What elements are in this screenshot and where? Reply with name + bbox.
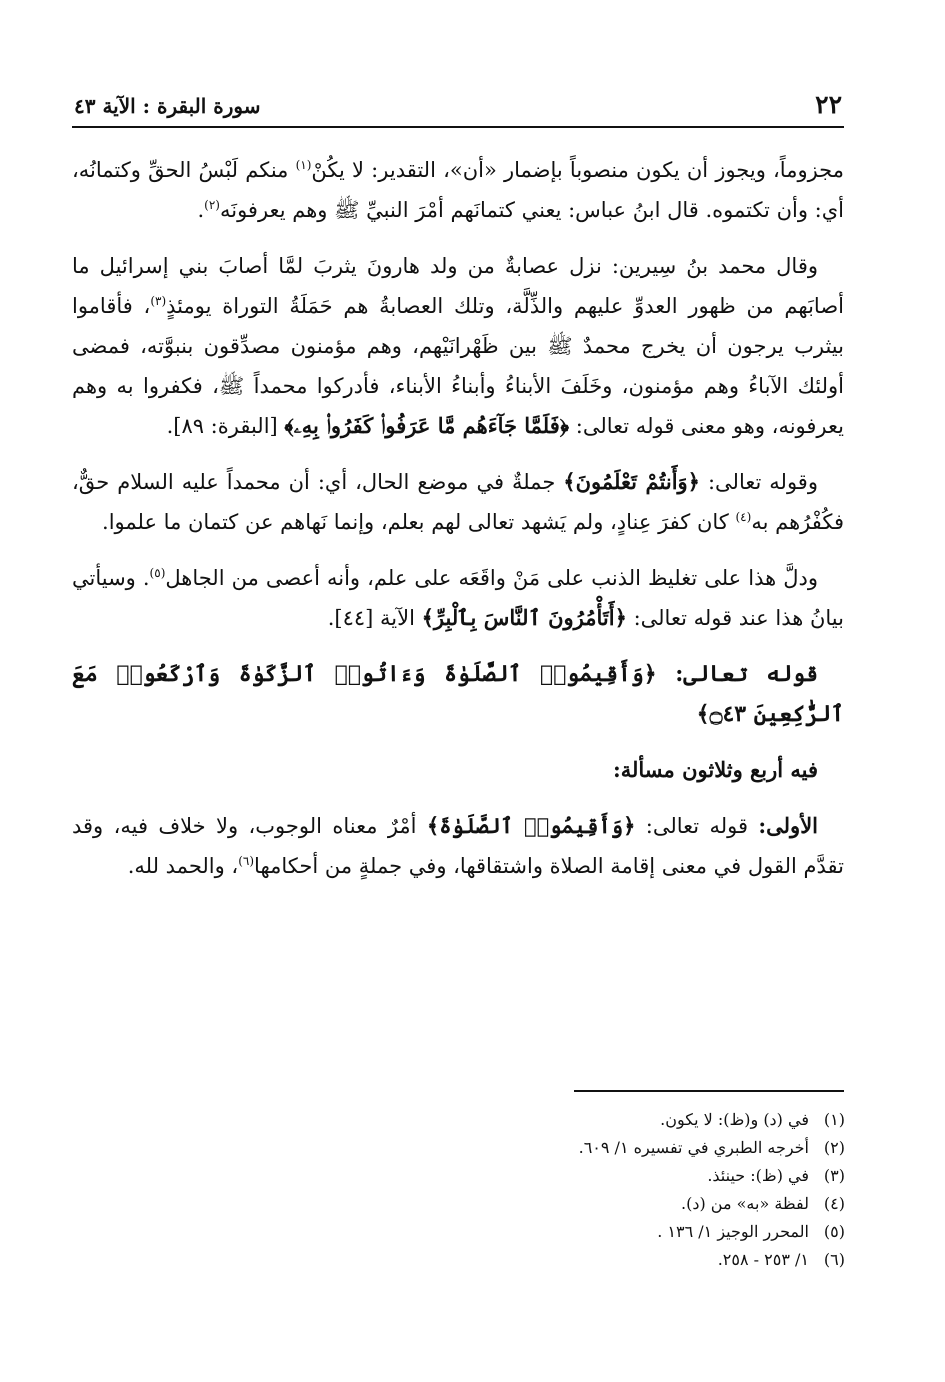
footnote-number: (٦) bbox=[823, 1250, 845, 1269]
p5-text-1: قوله تعالى: bbox=[635, 814, 759, 838]
p4-text-1: ودلَّ هذا على تغليظ الذنب على مَنْ واقَعَه على علم، وأنه أعصى من الجاهل bbox=[165, 566, 818, 590]
footnote-number: (٥) bbox=[823, 1222, 845, 1241]
p2-text-2: ، فأقاموا بيثرب يرجون أن يخرج محمدٌ ﷺ بين ظَهْرانَيْهم، وهم مؤمنون مصدِّقون بنبوَّته، فمضى أولئك الآباءُ وهم مؤمنون، وخَلَفَ الأبناءُ وأبناءُ الأبناء، فأدركوا محمداً ﷺ، فكفروا به وهم يعرفونه، وهو معنى قوله تعالى: bbox=[72, 294, 844, 438]
footnote-ref-4: (٤) bbox=[735, 510, 752, 524]
p5-text-2: أمْرٌ معناه الوجوب، ولا خلاف فيه، وقد تقدَّم القول في معنى إقامة الصلاة واشتقاقها، وفي جملةٍ من أحكامها bbox=[72, 814, 844, 878]
p1-text-1: مجزوماً، ويجوز أن يكون منصوباً بإضمار «أن»، التقدير: لا يكُنْ bbox=[311, 158, 844, 182]
footnote-text: المحرر الوجيز ١/ ١٣٦ . bbox=[657, 1222, 809, 1241]
footnote-number: (٢) bbox=[823, 1138, 845, 1157]
footnote-ref-3: (٣) bbox=[150, 294, 167, 308]
footnote bbox=[245, 1162, 845, 1190]
p2-text-3: [البقرة: ٨٩]. bbox=[166, 414, 285, 438]
quran-quote-4: ﴿وَأَقِيمُوا۟ ٱلصَّلَوٰةَ﴾ bbox=[426, 813, 636, 838]
footnote-text: لفظة «به» من (د). bbox=[681, 1194, 809, 1213]
verse-text: ﴿وَأَقِيمُوا۟ ٱلصَّلَوٰةَ وَءَاتُوا۟ ٱلزَّكَوٰةَ وَٱرْكَعُوا۟ مَعَ ٱلرَّٰكِعِينَ ۝٤٣﴾ bbox=[72, 661, 844, 727]
paragraph-1 bbox=[72, 150, 844, 230]
p4-text-2: . وسيأتي بيانُ هذا عند قوله تعالى: bbox=[72, 566, 844, 630]
p2-text-1: وقال محمد بنُ سِيرين: نزل عصابةٌ من ولد هارونَ يثربَ لمَّا أصابَ بني إسرائيل ما أصابَهم من ظهور العدوِّ عليهم والذِّلَّة، وتلك العصابةُ هم حَمَلَةُ التوراة يومئذٍ bbox=[72, 254, 844, 318]
p1-text-3: . bbox=[197, 198, 205, 222]
footnote bbox=[245, 1190, 845, 1218]
page-header bbox=[72, 86, 844, 128]
p4-text-3: الآية [٤٤]. bbox=[327, 606, 422, 630]
main-text bbox=[72, 150, 844, 902]
p1-text-2: منكم لَبْسُ الحقِّ وكتمانُه، أي: وأن تكتموه. قال ابنُ عباس: يعني كتمانَهم أمْرَ النبيِّ ﷺ وهم يعرفونَه bbox=[72, 158, 844, 222]
footnote-number: (٤) bbox=[823, 1194, 845, 1213]
issue-1-label: الأولى: bbox=[758, 813, 819, 838]
p5-text-3: ، والحمد لله. bbox=[127, 854, 239, 878]
running-title: سورة البقرة : الآية ٤٣ bbox=[74, 94, 261, 118]
quran-quote-2: ﴿وَأَنتُمْ تَعْلَمُونَ﴾ bbox=[563, 469, 700, 494]
footnote-text: في (ظ): حينئذ. bbox=[707, 1166, 809, 1185]
p3-text-3: كان كفرَ عِنادٍ، ولم يَشهد تعالى لهم بعلم، وإنما نَهاهم عن كتمان ما علموا. bbox=[102, 510, 736, 534]
footnote-ref-1: (١) bbox=[295, 158, 312, 172]
footnote bbox=[245, 1246, 845, 1274]
quran-quote-3: ﴿أَتَأْمُرُونَ ٱلنَّاسَ بِٱلْبِرِّ﴾ bbox=[421, 605, 627, 630]
p3-text-1: وقوله تعالى: bbox=[699, 470, 818, 494]
footnote bbox=[245, 1106, 845, 1134]
footnote-number: (١) bbox=[823, 1110, 845, 1129]
paragraph-2 bbox=[72, 246, 844, 446]
footnote-text: أخرجه الطبري في تفسيره ١/ ٦٠٩. bbox=[578, 1138, 809, 1157]
quran-quote-1: ﴿فَلَمَّا جَآءَهُم مَّا عَرَفُوا۟ كَفَرُوا۟ بِهِۦ﴾ bbox=[284, 413, 570, 438]
paragraph-4 bbox=[72, 558, 844, 638]
footnote-divider bbox=[574, 1090, 844, 1092]
issues-heading: فيه أربع وثلاثون مسألة: bbox=[613, 757, 818, 782]
p3-text-2: جملةٌ في موضع الحال، أي: أن محمداً عليه السلام حقٌّ، فكُفْرُهم به bbox=[72, 470, 844, 534]
paragraph-3 bbox=[72, 462, 844, 542]
footnotes-list bbox=[245, 1106, 845, 1274]
footnote-number: (٣) bbox=[823, 1166, 845, 1185]
verse-heading bbox=[72, 654, 844, 734]
footnote-ref-5: (٥) bbox=[149, 566, 166, 580]
footnote-ref-6: (٦) bbox=[238, 854, 255, 868]
verse-label: قوله تعالى: bbox=[656, 661, 818, 687]
footnote bbox=[245, 1218, 845, 1246]
footnote-text: في (د) و(ظ): لا يكون. bbox=[660, 1110, 809, 1129]
footnote bbox=[245, 1134, 845, 1162]
footnote-ref-2: (٢) bbox=[204, 198, 220, 212]
page-number: ٢٢ bbox=[815, 90, 842, 119]
paragraph-5 bbox=[72, 806, 844, 886]
footnote-text: ١/ ٢٥٣ - ٢٥٨. bbox=[717, 1250, 809, 1269]
